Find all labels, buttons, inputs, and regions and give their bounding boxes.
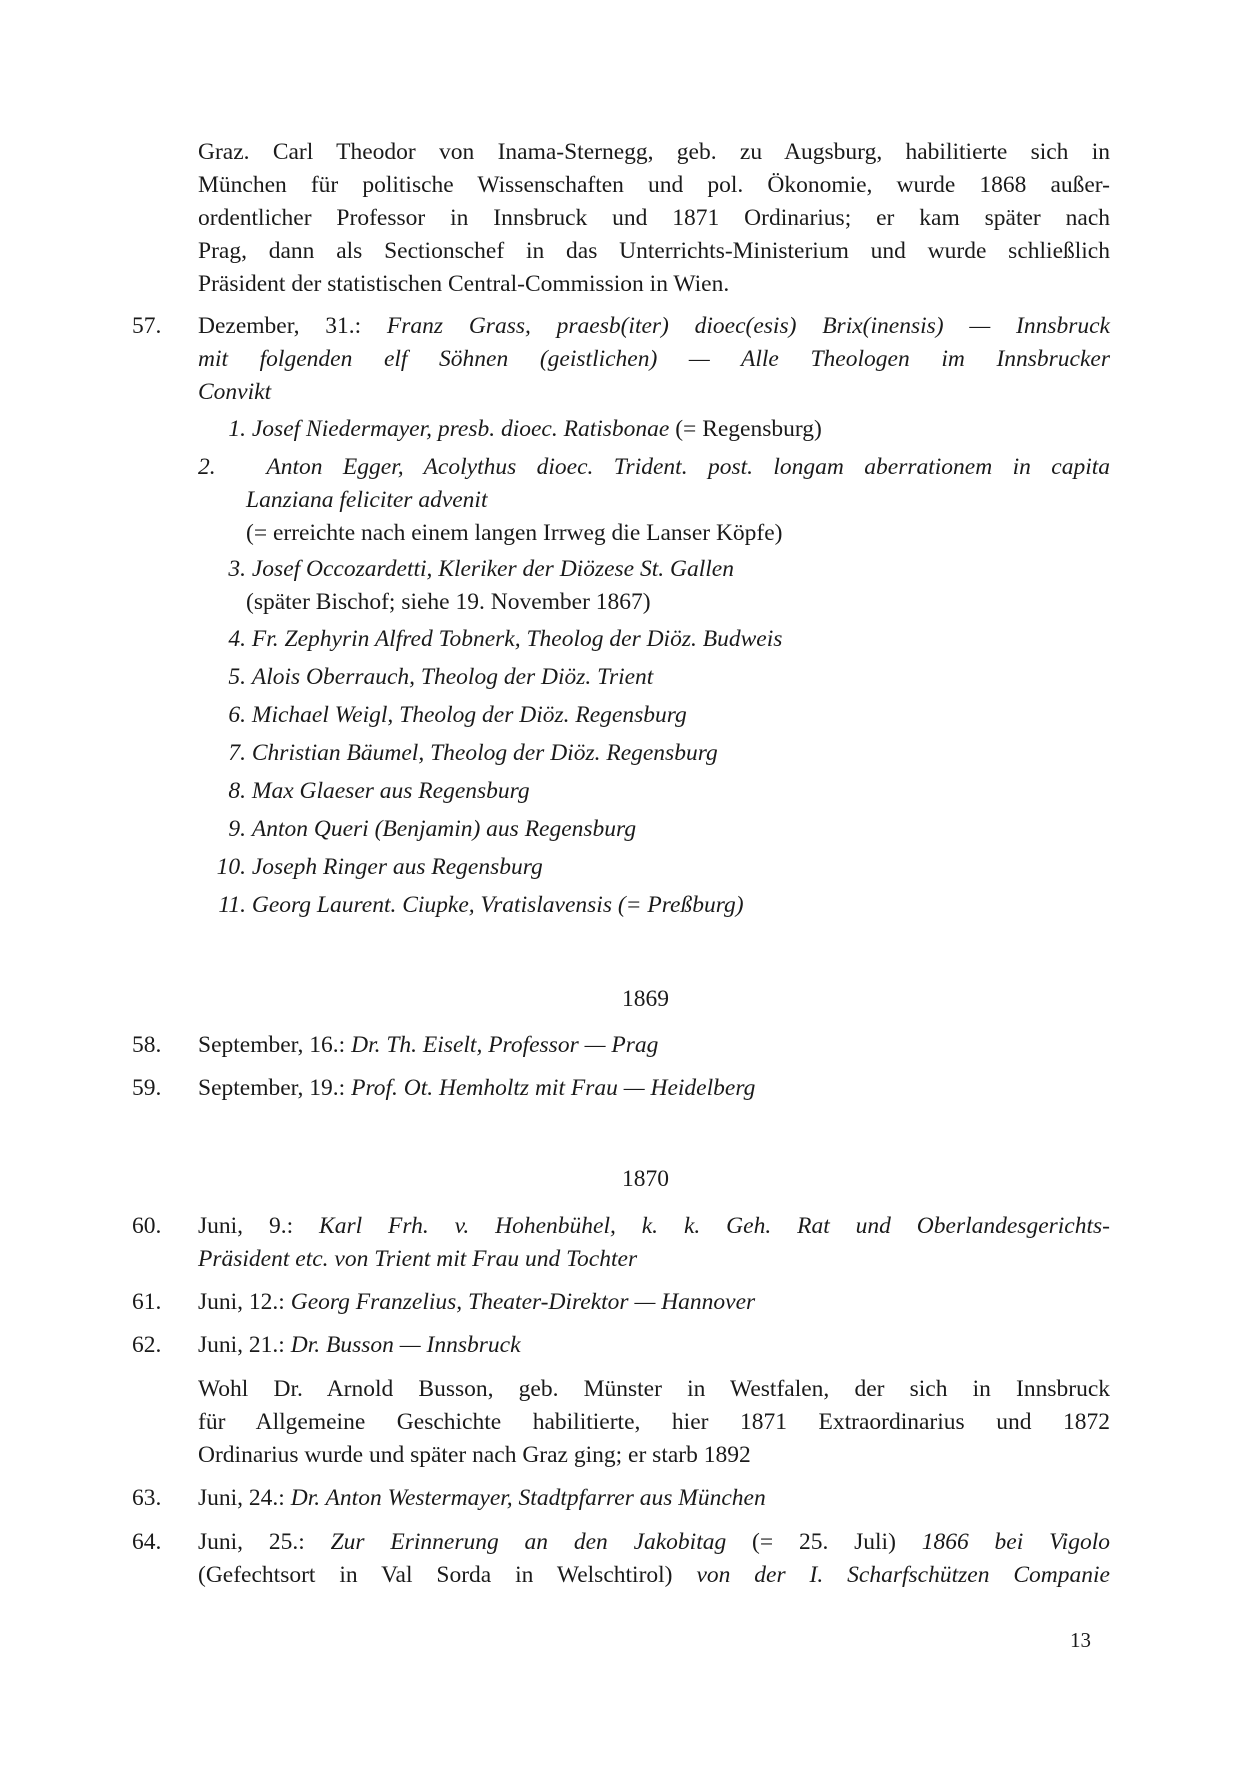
entry-number: 58.	[132, 1032, 162, 1058]
list-item-text: Joseph Ringer aus Regensburg	[251, 854, 543, 880]
entry-number: 63.	[132, 1485, 162, 1511]
list-item	[198, 553, 1110, 586]
entry-number: 60.	[132, 1213, 162, 1239]
list-item	[198, 813, 1110, 846]
entry-text: 1866 bei Vigolo	[921, 1529, 1110, 1555]
list-item-text: Josef Occozardetti, Kleriker der Diözese St. Gallen	[251, 556, 734, 582]
entry-64	[198, 1526, 1110, 1592]
list-item-number: 10.	[216, 854, 246, 880]
entry-date: Juni, 25.:	[198, 1529, 305, 1555]
entry-date: Dezember, 31.:	[198, 313, 362, 339]
entry-62	[198, 1329, 1110, 1362]
entry-text: Karl Frh. v. Hohenbühel, k. k. Geh. Rat und Oberlandesgerichts-	[319, 1213, 1110, 1239]
intro-line: Prag, dann als Sectionschef in das Unterrichts-Ministerium und wurde schließlich	[198, 238, 1110, 264]
entry-text: Zur Erinnerung an den Jakobitag	[330, 1529, 727, 1555]
entry-line	[198, 1210, 1110, 1243]
entry-date: Juni, 12.:	[198, 1289, 285, 1315]
page-number: 13	[1070, 1628, 1091, 1652]
entry-text: Convikt	[198, 379, 272, 405]
list-item-text: Anton Queri (Benjamin) aus Regensburg	[251, 816, 637, 842]
entry-date: Juni, 9.:	[198, 1213, 294, 1239]
entry-line	[198, 1559, 1110, 1592]
list-item-continuation: (später Bischof; siehe 19. November 1867)	[246, 589, 651, 615]
entry-text: Georg Franzelius, Theater-Direktor — Hannover	[290, 1289, 756, 1315]
list-item-number: 9.	[228, 816, 246, 842]
year-heading: 1869	[622, 986, 669, 1012]
year-heading: 1870	[622, 1166, 669, 1192]
entry-line	[198, 376, 1110, 409]
entry-line	[198, 1526, 1110, 1559]
list-item-text: Michael Weigl, Theolog der Diöz. Regensburg	[251, 702, 687, 728]
sons-list	[198, 413, 1110, 446]
list-item-number: 1.	[228, 416, 246, 442]
sons-list	[198, 553, 1110, 619]
note-line: für Allgemeine Geschichte habilitierte, hier 1871 Extraordinarius und 1872	[198, 1409, 1110, 1435]
list-item	[198, 413, 1110, 446]
list-item	[198, 775, 1110, 808]
entry-59	[198, 1072, 1110, 1105]
list-item-continuation: (= erreichte nach einem langen Irrweg die Lanser Köpfe)	[246, 520, 783, 546]
entry-text: Prof. Ot. Hemholtz mit Frau — Heidelberg	[351, 1075, 756, 1101]
entry-date: September, 16.:	[198, 1032, 346, 1058]
intro-line: Graz. Carl Theodor von Inama-Sternegg, geb. zu Augsburg, habilitierte sich in	[198, 139, 1110, 165]
entry-text: mit folgenden elf Söhnen (geistlichen) — Alle Theologen im Innsbrucker	[198, 346, 1110, 372]
intro-line: ordentlicher Professor in Innsbruck und 1871 Ordinarius; er kam später nach	[198, 205, 1110, 231]
list-item	[198, 451, 1110, 484]
sons-list	[198, 623, 1110, 922]
entry-61	[198, 1286, 1110, 1319]
entry-date: Juni, 24.:	[198, 1485, 285, 1511]
entry-number: 59.	[132, 1075, 162, 1101]
list-item-text: Fr. Zephyrin Alfred Tobnerk, Theolog der Diöz. Budweis	[251, 626, 783, 652]
entry-text: Franz Grass, praesb(iter) dioec(esis) Brix(inensis) — Innsbruck	[386, 313, 1110, 339]
list-item	[198, 737, 1110, 770]
entry-line	[198, 1072, 1110, 1105]
sons-list	[198, 451, 1110, 550]
entry-date: Juni, 21.:	[198, 1332, 285, 1358]
intro-line: München für politische Wissenschaften und pol. Ökonomie, wurde 1868 außer-	[198, 172, 1110, 198]
entry-line	[198, 343, 1110, 376]
list-item-text: Josef Niedermayer, presb. dioec. Ratisbonae	[251, 416, 670, 442]
entry-text: Dr. Anton Westermayer, Stadtpfarrer aus München	[290, 1485, 766, 1511]
entry-date: September, 19.:	[198, 1075, 346, 1101]
list-item-note: (= Regensburg)	[669, 416, 822, 442]
entry-number: 62.	[132, 1332, 162, 1358]
list-item-continuation	[198, 484, 1110, 517]
entry-58	[198, 1029, 1110, 1062]
entry-line	[198, 1482, 1110, 1515]
list-item-number: 11.	[218, 892, 246, 918]
entry-note: (Gefechtsort in Val Sorda in Welschtirol)	[198, 1562, 697, 1588]
list-item	[198, 699, 1110, 732]
entry-note: (= 25. Juli)	[726, 1529, 922, 1555]
entry-57	[198, 310, 1110, 409]
entry-line	[198, 1329, 1110, 1362]
entry-line	[198, 1029, 1110, 1062]
list-item-number: 7.	[228, 740, 246, 766]
intro-line: Präsident der statistischen Central-Commission in Wien.	[198, 271, 730, 297]
entry-text: Präsident etc. von Trient mit Frau und Tochter	[198, 1246, 638, 1272]
entry-63	[198, 1482, 1110, 1515]
list-item-text: Lanziana feliciter advenit	[246, 487, 488, 513]
list-item-text: Max Glaeser aus Regensburg	[251, 778, 530, 804]
entry-text: Dr. Th. Eiselt, Professor — Prag	[351, 1032, 659, 1058]
list-item	[198, 623, 1110, 656]
list-item-text: Georg Laurent. Ciupke, Vratislavensis (= Preßburg)	[251, 892, 744, 918]
entry-text: Dr. Busson — Innsbruck	[290, 1332, 521, 1358]
list-item-text: Alois Oberrauch, Theolog der Diöz. Trient	[251, 664, 654, 690]
list-item	[198, 889, 1110, 922]
intro-paragraph	[198, 136, 1110, 301]
list-item	[198, 661, 1110, 694]
list-item-number: 2.	[198, 454, 216, 480]
entry-62-note	[198, 1373, 1110, 1472]
entry-line	[198, 1286, 1110, 1319]
entry-line	[198, 1243, 1110, 1276]
entry-number: 61.	[132, 1289, 162, 1315]
entry-line	[198, 310, 1110, 343]
list-item-number: 8.	[228, 778, 246, 804]
list-item-text: Christian Bäumel, Theolog der Diöz. Regensburg	[251, 740, 718, 766]
entry-number: 64.	[132, 1529, 162, 1555]
list-item-number: 6.	[228, 702, 246, 728]
list-item-number: 3.	[228, 556, 246, 582]
note-line: Wohl Dr. Arnold Busson, geb. Münster in Westfalen, der sich in Innsbruck	[198, 1376, 1110, 1402]
list-item-number: 4.	[228, 626, 246, 652]
list-item-text: Anton Egger, Acolythus dioec. Trident. post. longam aberrationem in capita	[266, 454, 1111, 480]
entry-60	[198, 1210, 1110, 1276]
list-item-number: 5.	[228, 664, 246, 690]
list-item	[198, 851, 1110, 884]
note-line: Ordinarius wurde und später nach Graz ging; er starb 1892	[198, 1442, 751, 1468]
entry-number: 57.	[132, 313, 162, 339]
entry-text: von der I. Scharfschützen Companie	[696, 1562, 1110, 1588]
